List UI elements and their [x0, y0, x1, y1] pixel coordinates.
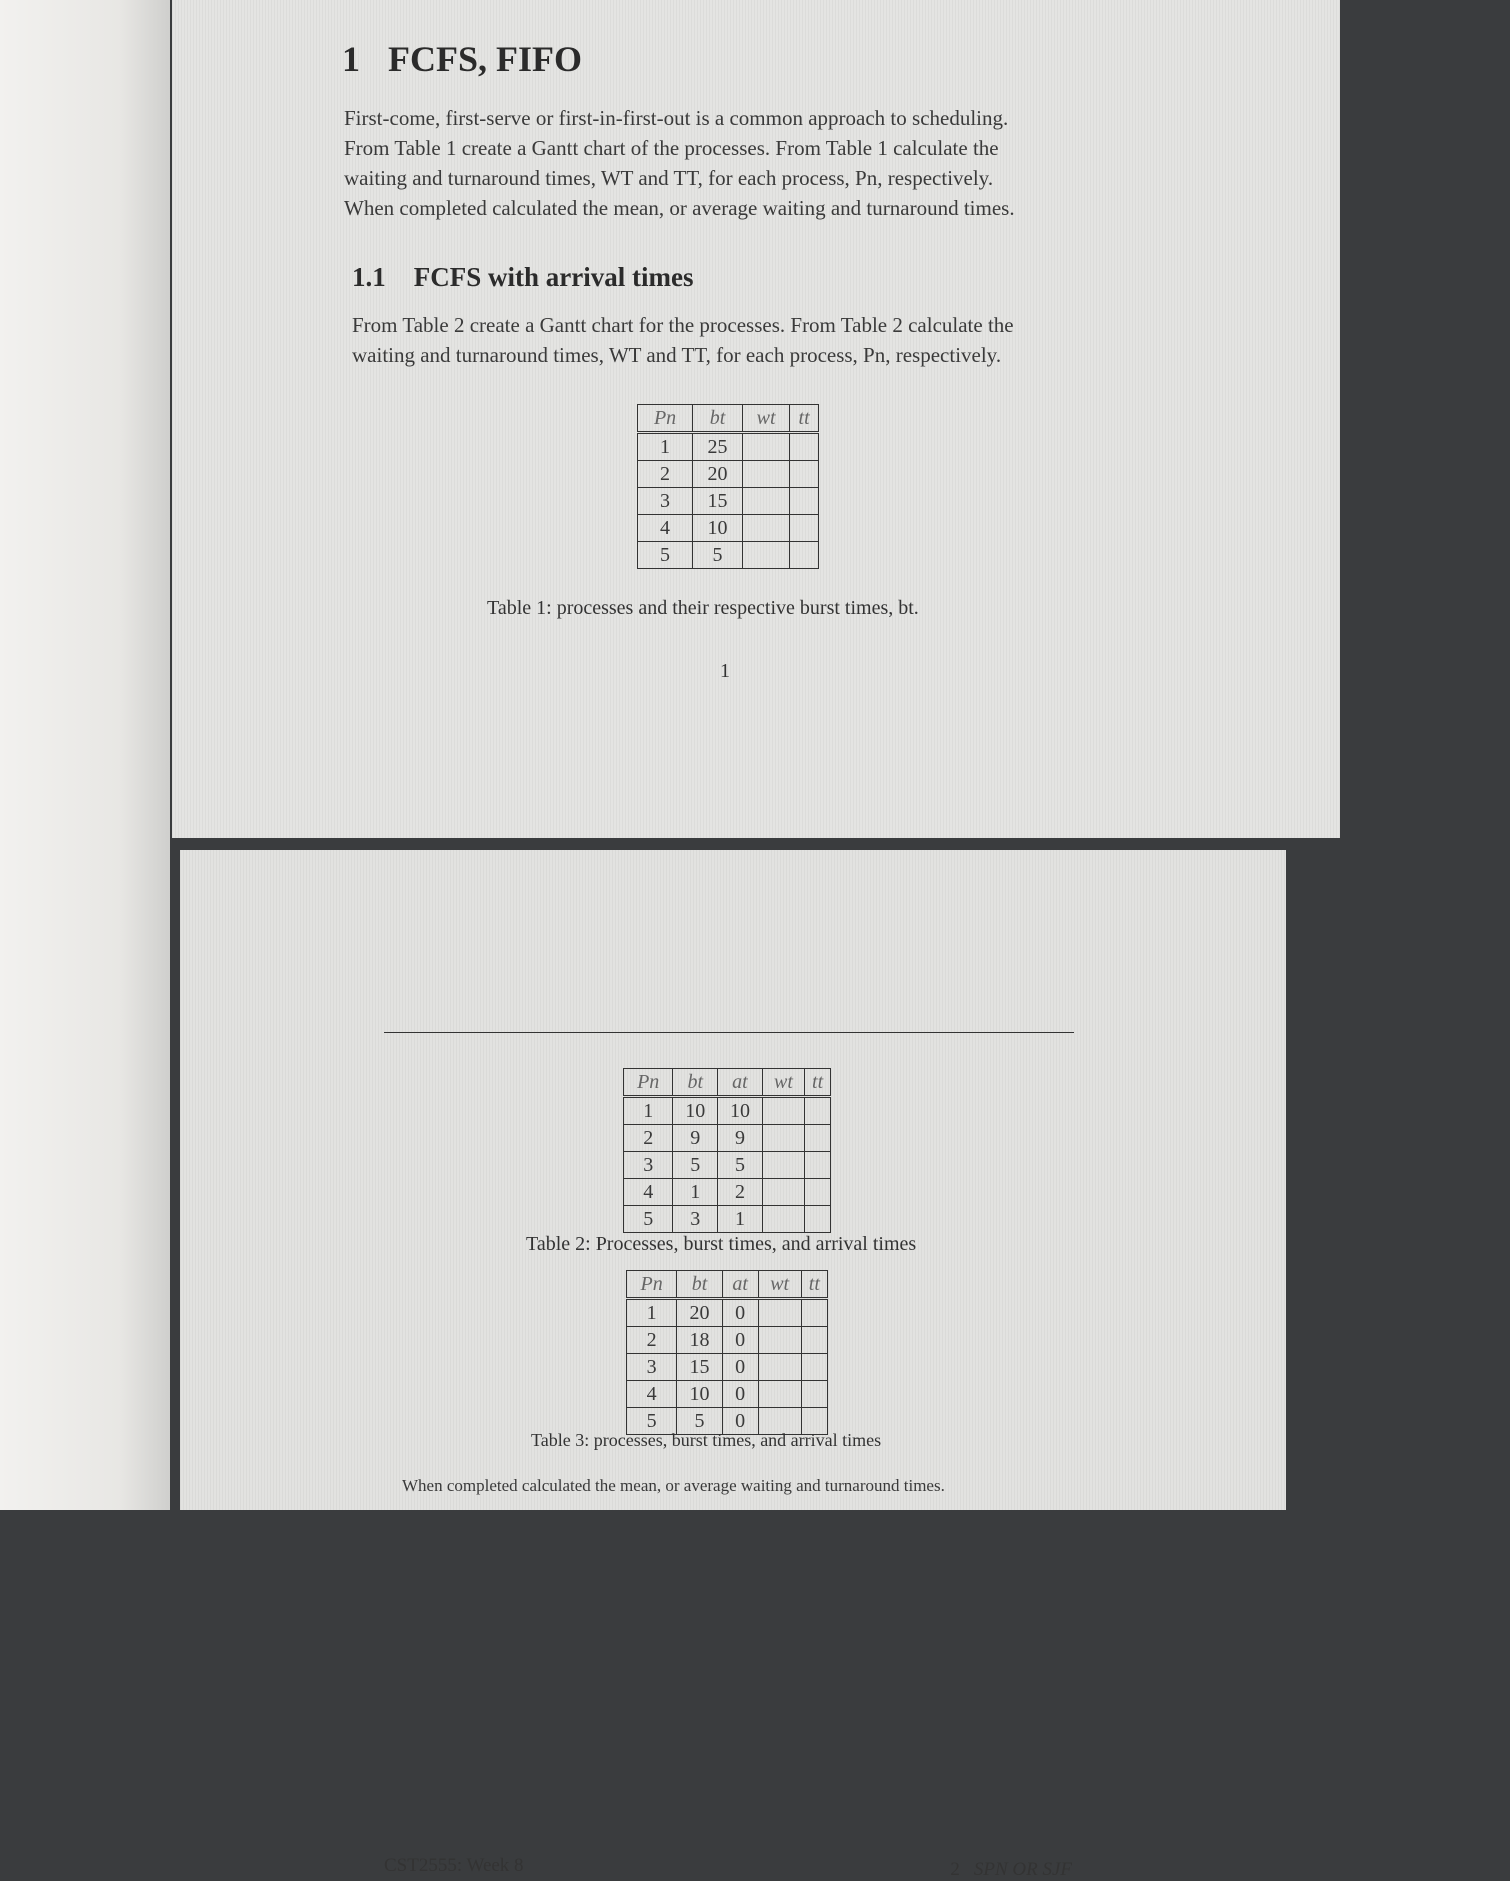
table-cell: 2	[624, 1125, 673, 1152]
table-cell: 2	[627, 1327, 677, 1354]
column-header: bt	[673, 1069, 718, 1097]
table-cell: 5	[624, 1206, 673, 1233]
table-cell: 2	[718, 1179, 763, 1206]
table-cell: 5	[677, 1408, 722, 1435]
table-cell	[801, 1327, 827, 1354]
table-cell: 1	[638, 433, 693, 461]
table-cell: 0	[722, 1327, 758, 1354]
table-cell: 3	[673, 1206, 718, 1233]
table-1	[637, 404, 819, 569]
subsection-number: 1.1	[352, 262, 386, 292]
table-cell	[742, 488, 789, 515]
table-cell: 3	[624, 1152, 673, 1179]
table-cell	[790, 542, 819, 569]
table-cell: 0	[722, 1408, 758, 1435]
table-cell	[758, 1299, 801, 1327]
table-cell: 15	[677, 1354, 722, 1381]
header-section-number: 2	[950, 1859, 960, 1880]
table-cell	[762, 1179, 804, 1206]
table-row	[624, 1125, 831, 1152]
section-number: 1	[342, 39, 360, 79]
column-header: tt	[801, 1271, 827, 1299]
intro-line-1: First-come, first-serve or first-in-first-out is a common approach to scheduling.	[344, 106, 1009, 130]
table-cell: 10	[718, 1097, 763, 1125]
closing-sentence: When completed calculated the mean, or average waiting and turnaround times.	[402, 1476, 945, 1495]
table-row	[638, 461, 819, 488]
running-header-right	[950, 1859, 1072, 1881]
table-cell: 5	[638, 542, 693, 569]
table-cell	[805, 1125, 831, 1152]
table-cell	[801, 1354, 827, 1381]
table-row	[627, 1381, 828, 1408]
sub-line-1: From Table 2 create a Gantt chart for the processes. From Table 2 calculate the	[352, 313, 1014, 337]
table-cell: 5	[718, 1152, 763, 1179]
table-row	[638, 488, 819, 515]
column-header: bt	[693, 405, 743, 433]
table-cell	[790, 461, 819, 488]
table-cell: 2	[638, 461, 693, 488]
table-cell: 1	[673, 1179, 718, 1206]
table-2-caption: Table 2: Processes, burst times, and arrival times	[526, 1233, 917, 1255]
table-cell: 5	[693, 542, 743, 569]
section-heading	[342, 38, 582, 80]
table-cell: 1	[718, 1206, 763, 1233]
table-cell: 10	[693, 515, 743, 542]
column-header: Pn	[624, 1069, 673, 1097]
column-header: tt	[805, 1069, 831, 1097]
column-header: wt	[758, 1271, 801, 1299]
document-page-1	[172, 0, 1340, 838]
table-cell	[790, 515, 819, 542]
table-cell: 20	[677, 1299, 722, 1327]
table-cell	[790, 433, 819, 461]
table-cell: 20	[693, 461, 743, 488]
table-3	[626, 1270, 828, 1435]
table-cell: 0	[722, 1354, 758, 1381]
table-cell	[801, 1381, 827, 1408]
table-cell: 3	[627, 1354, 677, 1381]
table-cell	[758, 1327, 801, 1354]
table-3-caption: Table 3: processes, burst times, and arrival times	[531, 1430, 882, 1450]
sub-line-2: waiting and turnaround times, WT and TT, for each process, Pn, respectively.	[352, 343, 1002, 367]
table-cell: 25	[693, 433, 743, 461]
table-cell	[742, 515, 789, 542]
table-row	[624, 1179, 831, 1206]
table-row	[638, 542, 819, 569]
table-cell: 1	[627, 1299, 677, 1327]
intro-line-2: From Table 1 create a Gantt chart of the processes. From Table 1 calculate the	[344, 136, 999, 160]
table-cell: 9	[673, 1125, 718, 1152]
table-cell	[762, 1206, 804, 1233]
table-cell: 15	[693, 488, 743, 515]
table-cell: 18	[677, 1327, 722, 1354]
table-cell: 0	[722, 1299, 758, 1327]
column-header: wt	[742, 405, 789, 433]
table-row	[638, 433, 819, 461]
table-row	[624, 1097, 831, 1125]
table-cell	[758, 1354, 801, 1381]
table-cell	[762, 1097, 804, 1125]
subsection-title: FCFS with arrival times	[413, 262, 694, 292]
intro-line-4: When completed calculated the mean, or average waiting and turnaround times.	[344, 196, 1015, 220]
table-cell: 3	[638, 488, 693, 515]
table-cell	[762, 1152, 804, 1179]
table-cell: 9	[718, 1125, 763, 1152]
intro-paragraph	[344, 103, 1114, 223]
column-header: wt	[762, 1069, 804, 1097]
column-header: bt	[677, 1271, 722, 1299]
column-header: tt	[790, 405, 819, 433]
table-cell: 5	[627, 1408, 677, 1435]
table-cell	[801, 1299, 827, 1327]
table-cell	[805, 1152, 831, 1179]
column-header: Pn	[638, 405, 693, 433]
header-section-title: SPN OR SJF	[973, 1859, 1072, 1880]
table-cell: 4	[624, 1179, 673, 1206]
table-cell	[742, 542, 789, 569]
column-header: at	[722, 1271, 758, 1299]
section-title: FCFS, FIFO	[388, 39, 582, 79]
table-2	[623, 1068, 831, 1233]
table-cell: 0	[722, 1381, 758, 1408]
table-row	[627, 1354, 828, 1381]
table-cell	[805, 1206, 831, 1233]
table-cell: 10	[673, 1097, 718, 1125]
table-cell	[805, 1179, 831, 1206]
subsection-heading	[352, 262, 693, 293]
table-1-caption: Table 1: processes and their respective burst times, bt.	[487, 597, 919, 619]
intro-line-3: waiting and turnaround times, WT and TT, for each process, Pn, respectively.	[344, 166, 994, 190]
table-row	[624, 1206, 831, 1233]
table-cell	[742, 461, 789, 488]
table-cell	[742, 433, 789, 461]
subsection-paragraph	[352, 310, 1104, 370]
column-header: Pn	[627, 1271, 677, 1299]
table-cell: 10	[677, 1381, 722, 1408]
table-cell	[762, 1125, 804, 1152]
header-rule	[384, 1032, 1074, 1033]
table-row	[627, 1299, 828, 1327]
table-row	[627, 1327, 828, 1354]
table-row	[624, 1152, 831, 1179]
table-cell: 4	[627, 1381, 677, 1408]
table-cell	[790, 488, 819, 515]
table-cell: 1	[624, 1097, 673, 1125]
screen-bezel	[0, 0, 170, 1510]
page-number: 1	[720, 660, 730, 682]
table-cell	[758, 1381, 801, 1408]
table-cell: 4	[638, 515, 693, 542]
table-cell	[805, 1097, 831, 1125]
running-header-left: CST2555: Week 8	[384, 1855, 524, 1876]
table-cell: 5	[673, 1152, 718, 1179]
table-row	[638, 515, 819, 542]
column-header: at	[718, 1069, 763, 1097]
